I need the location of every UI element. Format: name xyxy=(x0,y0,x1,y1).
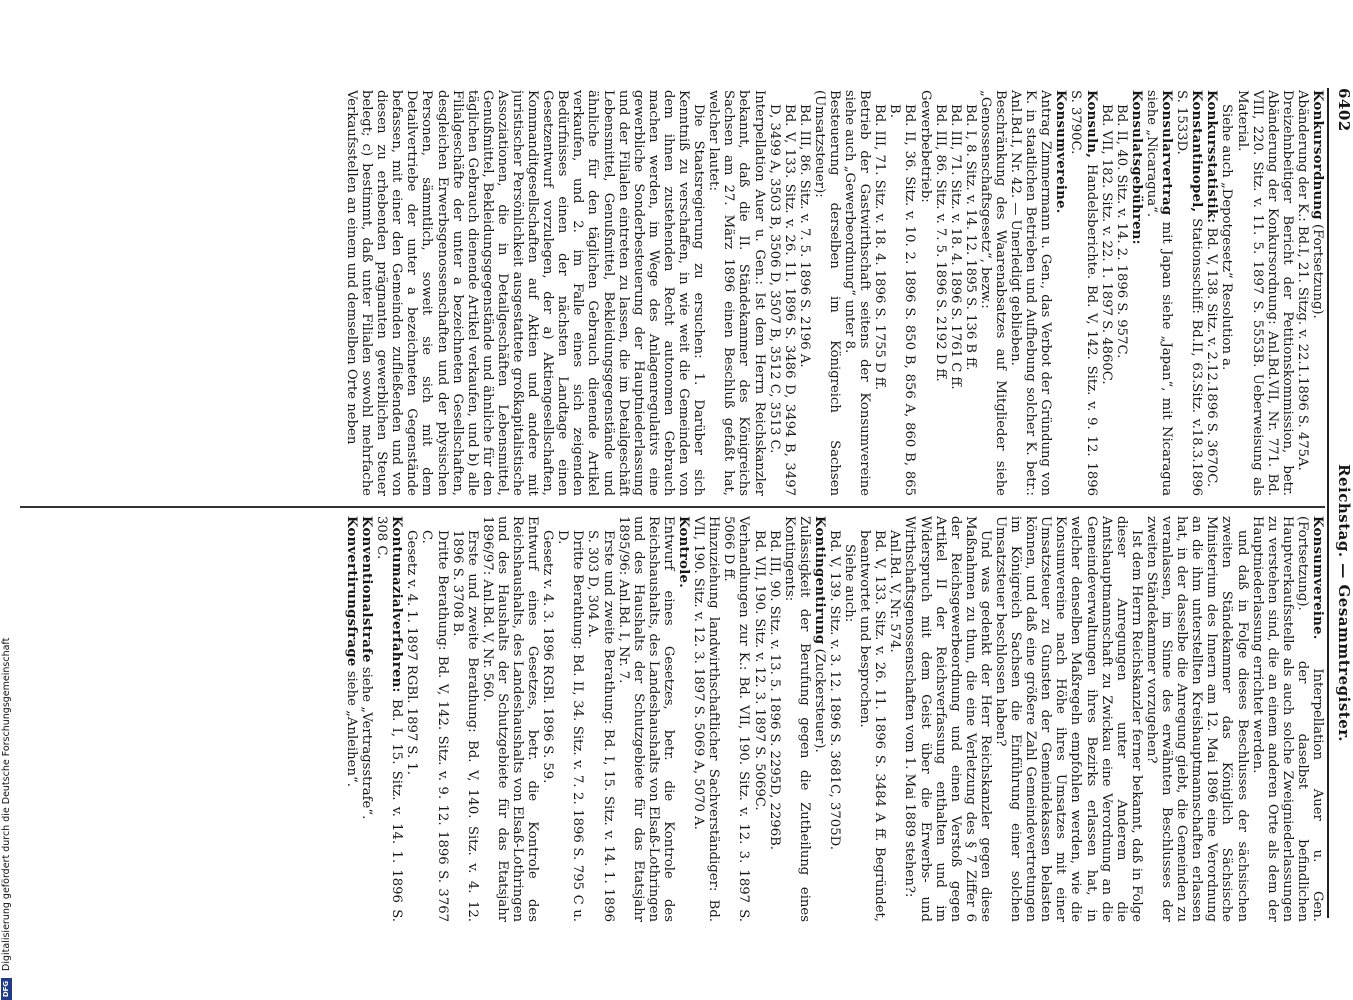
entry-text: Beschränkung des Waarenabsatzes auf Mitglieder siehe „Genossenschaftsgesetz“, bezw.: xyxy=(977,90,1009,496)
entry-text: Bd. III, 86. Sitz. v. 7. 5. 1896 S. 2192 D ff. xyxy=(932,104,948,382)
entry-text: Ist dem Herrn Reichskanzler ferner bekannt, daß in Folge dieser Anregungen unter Anderem die Amtshauptmannschaft zu Zwickau eine Verordnung an die Gemeindeverwaltungen ihres Bezirks erlassen hat, in welcher denselben Maßregeln empfohlen werden, wie die Konsumvereine nach Höhe ihres Umsatzes mit einer Umsatzsteuer zu Gunsten der Gemeindekassen belasten können, und daß eine größere Zahl Gemeindevertretungen im Königreich Sachsen die Einführung einer solchen Umsatzsteuer beschlossen haben? xyxy=(993,516,1144,922)
entry-headword: Konsularvertrag xyxy=(1159,90,1175,216)
register-entry xyxy=(1114,90,1129,496)
dfg-logo-icon: DFG xyxy=(1,978,12,1000)
register-entry xyxy=(1008,90,1053,496)
entry-text: Stationsschiff: Bd.II, 63.Sitz. v.18.3.1896 S. 1533D. xyxy=(1174,90,1205,496)
register-entry xyxy=(812,516,827,922)
register-entry xyxy=(450,516,480,922)
register-entry xyxy=(902,516,993,922)
register-entry xyxy=(1068,90,1098,496)
entry-text: Die Staatsregierung zu ersuchen: 1. Darüber sich Kenntniß zu verschaffen, in wie weit die Gemeinden von dem ihnen zustehenden Recht autonomen Gebrauch machen werden, im Wege des Anlagenregulativs eine gewerbliche Sonderbesteuerung der Hauptniederlassung und der Filialen eintreten zu lassen, die im Detailgeschäft Lebensmittel, Genußmittel, Bekleidungsgegenstände und ähnliche für den täglichen Gebrauch dienende Artikel verkaufen, und 2. im Falle eines sich zeigenden Bedürfnisses einen der nächsten Landtage einen Gesetzentwurf vorzulegen, der a) Aktiengesellschaften, Kommanditgesellschaften auf Aktien und andere mit juristischer Persönlichkeit ausgestattete großkapitalistische Assoziationen, die in Detailgeschäften Lebensmittel, Genußmittel, Bekleidungsgegenstände und ähnliche für den täglichen Gebrauch dienende Artikel verkaufen, und b) alle Filialgeschäfte der unter a bezeichneten Gesellschaften, desgleichen Erwerbsgenossenschaften und der physischen Personen, sämmtlich, soweit sie sich mit dem Detailvertriebe der unter a bezeichneten Gegenstände befassen, mit einer den Gemeinden zufließenden und von diesen zu erhebenden prägnanten gewerblichen Steuer belegt; c) bestimmt, daß unter Filialen sowohl mehrfache Verkaufsstellen an einem und demselben Orte neben xyxy=(344,90,707,496)
entry-text: Besteuerung derselben im Königreich Sachsen (Umsatzsteuer): xyxy=(811,90,842,496)
register-entry xyxy=(948,90,963,496)
register-entry xyxy=(872,90,887,496)
register-entry xyxy=(540,516,555,922)
header-rule xyxy=(1327,88,1329,918)
digitization-credit xyxy=(1,638,12,1000)
entry-text: Zulässigkeit der Berufung gegen die Zutheilung eines Kontingents: xyxy=(781,516,812,922)
register-entry xyxy=(676,516,691,922)
entry-text: Dritte Berathung: Bd. II, 34. Sitz. v. 7. 2. 1896 S. 795 C u. D. xyxy=(555,530,586,922)
entry-text: und daß in Folge dieses Beschlusses der sächsischen zweiten Ständekammer das Königlich Sächsische Ministerium des Innern am 12. Mai 1896 eine Verordnung an die ihm unterstellten Kreishauptmannschaften erlassen hat, in der dasselbe die Anregung giebt, die Gemeinden zu veranlassen, im Sinne des erwähnten Beschlusses der zweiten Ständekammer vorzugehen? xyxy=(1143,516,1250,922)
register-entry xyxy=(782,516,812,922)
entry-text: Abänderung der K.: Bd.I, 21. Sitzg. v. 22.1.1896 S. 475A. xyxy=(1294,90,1310,471)
register-entry xyxy=(812,90,842,496)
entry-text: Gewerbebetrieb: xyxy=(917,90,933,203)
register-entry xyxy=(1234,90,1294,496)
register-entry xyxy=(1174,90,1204,496)
register-entry xyxy=(767,516,782,922)
left-column xyxy=(20,90,1325,496)
register-entry xyxy=(1250,516,1325,922)
page-number: 6402 xyxy=(1335,88,1353,132)
register-entry xyxy=(374,516,404,922)
entry-text: Entwurf eines Gesetzes, betr. die Kontrole des Reichshaushalts, des Landeshaushalts von Elsaß-Lothringen und des Haushalts der Schutzgebiete für das Etatsjahr 1896/97: Anl.Bd. V, Nr. 560. xyxy=(479,516,541,922)
register-entry xyxy=(616,516,676,922)
entry-text: Bd. III, 71. Sitz. v. 18. 4. 1896 S. 1761 C ff. xyxy=(947,104,963,390)
register-entry xyxy=(751,516,766,922)
entry-headword: Konsulatsgebühren: xyxy=(1128,90,1144,245)
register-entry xyxy=(767,90,797,496)
entry-text: Bd. V, 133. Sitz. v. 26. 11. 1896 S. 3484 A ff. Begründet, beantwortet und besprochen. xyxy=(857,530,888,922)
entry-text: siehe „Vertragsstrafe“. xyxy=(359,666,375,820)
register-entry xyxy=(842,90,872,496)
entry-headword: Konsumvereine. xyxy=(1310,516,1325,640)
entry-text: Interpellation Auer u. Gen. (Fortsetzung). der daselbst befindlichen Hauptverkaufsstelle als auch solche Zweigniederlassungen zu verstehen sind, die an einem anderen Orte als dem der Hauptniederlassung errichtet werden. xyxy=(1249,516,1325,922)
entry-headword: Konstantinopel, xyxy=(1189,90,1205,213)
register-entry xyxy=(857,516,887,922)
register-entry xyxy=(917,90,932,496)
register-entry xyxy=(1204,90,1219,496)
register-entry xyxy=(721,516,751,922)
register-entry xyxy=(827,516,842,922)
entry-text: mit Japan siehe „Japan“, mit Nicaragua siehe „Nicaragua“. xyxy=(1143,90,1175,496)
entry-headword: Kontumazialverfahren: xyxy=(389,516,405,693)
credit-text: Digitalisierung gefördert durch die Deutsche Forschungsgemeinschaft xyxy=(1,637,12,971)
entry-text: Siehe auch: xyxy=(842,544,858,623)
entry-text: Verhandlungen zur K.: Bd. VII, 190. Sitz. v. 12. 3. 1897 S. 5066 D ff. xyxy=(721,516,752,922)
entry-text: Erste und zweite Berathung: Bd. I, 15. Sitz. v. 14. 1. 1896 S. 303 D, 304 A. xyxy=(585,530,616,922)
register-entry xyxy=(404,516,419,922)
register-entry xyxy=(691,516,721,922)
register-entry xyxy=(555,516,585,922)
entry-text: Erste und zweite Berathung: Bd. V, 140. Sitz. v. 4. 12. 1896 S. 3708 B. xyxy=(449,530,480,922)
running-title: Reichstag. — Gesammtregister. xyxy=(1335,464,1353,742)
entry-headword: Konkursordnung xyxy=(1310,90,1325,220)
entry-text: Bd. III, 86. Sitz. v. 7. 5. 1896 S. 2196 A. xyxy=(796,104,812,368)
entry-text: Bd. VII, 190. Sitz. v. 12. 3. 1897 S. 5069C. xyxy=(751,530,767,811)
register-entry xyxy=(1144,516,1250,922)
entry-text: Dreizehnbeitiger Bericht der Petitionskommission, betr. Abänderung der Konkursordnung: Anl.Bd.VII, Nr. 771. Bd. VIII, 220. Sitz. v. 11. 5. 1897 S. 5553B. Ueberweisung als Material. xyxy=(1234,90,1295,496)
entry-text: siehe „Anleihen“. xyxy=(344,670,359,787)
register-entry xyxy=(1219,90,1234,496)
entry-text: Dritte Berathung: Bd. V, 142. Sitz. v. 9. 12. 1896 S. 3767 C. xyxy=(419,530,450,922)
entry-text: Bd. II, 40. Sitz. v. 14. 2. 1896 S. 957C. xyxy=(1113,104,1129,359)
register-entry xyxy=(963,90,978,496)
entry-text: Gesetz v. 4. 3. 1896 RGBl. 1896 S. 59. xyxy=(540,530,556,784)
entry-text: (Zuckersteuer). xyxy=(811,648,827,753)
entry-text: Bd. II, 36. Sitz. v. 10. 2. 1896 S. 850 B, 856 A, 860 B, 865 B. xyxy=(887,104,918,496)
entry-headword: Konsuln, xyxy=(1083,90,1099,159)
register-entry xyxy=(1295,90,1310,496)
register-entry xyxy=(842,516,857,922)
register-entry xyxy=(344,516,359,922)
entry-text: Siehe auch „Depotgesetz“ Resolution a. xyxy=(1219,104,1235,371)
entry-text: Und was gedenkt der Herr Reichskanzler gegen diese Maßnahmen zu thun, die eine Verletzung des § 7 Ziffer 6 der Reichsgewerbeordnung und einen Verstoß gegen Artikel II der Reichsverfassung enthalten und im Widerspruch mit dem Geist über die Erwerbs- und Wirthschaftsgenossenschaften vom 1. Mai 1889 stehen?: xyxy=(902,516,993,922)
register-entry xyxy=(797,90,812,496)
register-entry xyxy=(585,516,615,922)
entry-headword: Kontrole. xyxy=(676,516,692,589)
register-entry xyxy=(993,516,1144,922)
entry-text: Handelsberichte. Bd. V, 142. Sitz. v. 9. 12. 1896 S. 3790C. xyxy=(1068,90,1099,496)
entry-text: Bd. III, 71. Sitz. v. 18. 4. 1896 S. 1755 D ff. xyxy=(872,104,888,391)
entry-text: Interpellation Auer u. Gen.: Ist dem Herrn Reichskanzler bekannt, daß die II. Ständekammer des Königreichs Sachsen am 27. März 1896 einen Beschluß gefaßt hat, welcher lautet: xyxy=(706,90,767,496)
register-entry xyxy=(978,90,1008,496)
page-header xyxy=(1331,88,1353,916)
register-entry xyxy=(344,90,706,496)
register-entry xyxy=(1099,90,1114,496)
entry-text: Betrieb der Gastwirthschaft seitens der Konsumvereine siehe auch „Gewerbeordnung“ unter 8. xyxy=(842,90,873,496)
register-entry xyxy=(480,516,540,922)
column-divider xyxy=(20,506,1325,508)
entry-text: Bd. V, 139. Sitz. v. 3. 12. 1896 S. 3681C, 3705D. xyxy=(827,530,842,850)
entry-headword: Konkursstatistik: xyxy=(1204,90,1220,224)
entry-text: Antrag Zimmermann u. Gen., das Verbot der Gründung von K. in staatlichen Betrieben und Aufhebung solcher K. betr.: Anl.Bd.I, Nr. 42. — Unerledigt geblieben. xyxy=(1008,90,1054,496)
register-entry xyxy=(1053,90,1068,496)
entry-text: Anl.Bd. V, Nr. 574. xyxy=(887,530,903,653)
register-entry xyxy=(1144,90,1174,496)
register-entry xyxy=(1129,90,1144,496)
entry-text: (Fortsetzung). xyxy=(1310,224,1325,319)
entry-text: Bd. V, 133. Sitz. v. 26. 11. 1896 S. 3486 D, 3494 B, 3497 D, 3499 A, 3503 B, 3506 D, 3507 B, 3512 C, 3513 C. xyxy=(766,104,797,496)
register-entry xyxy=(359,516,374,922)
entry-text: Bd. I, 15. Sitz. v. 14. 1. 1896 S. 308 C. xyxy=(374,516,405,922)
entry-text: Hinzuziehung landwirthschaftlicher Sachverständiger: Bd. VII, 190. Sitz. v. 12. 3. 1897 S. 5069 A, 5070 A. xyxy=(691,516,722,922)
entry-headword: Kontingentirung xyxy=(811,516,827,645)
right-column xyxy=(20,516,1325,922)
entry-headword: Konsumvereine. xyxy=(1053,90,1069,214)
entry-text: Bd. III, 90. Sitz. v. 13. 5. 1896 S. 2295D, 2296B. xyxy=(766,530,782,850)
entry-text: Bd. V, 138. Sitz. v. 2.12.1896 S. 3670C. xyxy=(1204,227,1220,488)
entry-text: Bd. I, 8. Sitz. v. 14. 12. 1895 S. 136 B ff. xyxy=(962,104,978,371)
register-entry xyxy=(933,90,948,496)
entry-text: Entwurf eines Gesetzes, betr. die Kontrole des Reichshaushalts, des Landeshaushalts von Elsaß-Lothringen und des Haushalts der Schutzgebiete für das Etatsjahr 1895/96: Anl.Bd. I, Nr. 7. xyxy=(615,516,676,922)
register-entry xyxy=(887,516,902,922)
entry-text: Gesetz v. 4. 1. 1897 RGBl. 1897 S. 1. xyxy=(404,530,420,775)
register-entry xyxy=(419,516,449,922)
entry-text: Bd. VII, 182. Sitz. v. 22. 1. 1897 S. 4860C. xyxy=(1098,104,1114,385)
entry-headword: Konventionalstrafe xyxy=(359,516,375,663)
register-entry xyxy=(1310,90,1325,496)
register-entry xyxy=(887,90,917,496)
register-entry xyxy=(706,90,766,496)
entry-headword: Konvertirungsfrage xyxy=(344,516,359,667)
